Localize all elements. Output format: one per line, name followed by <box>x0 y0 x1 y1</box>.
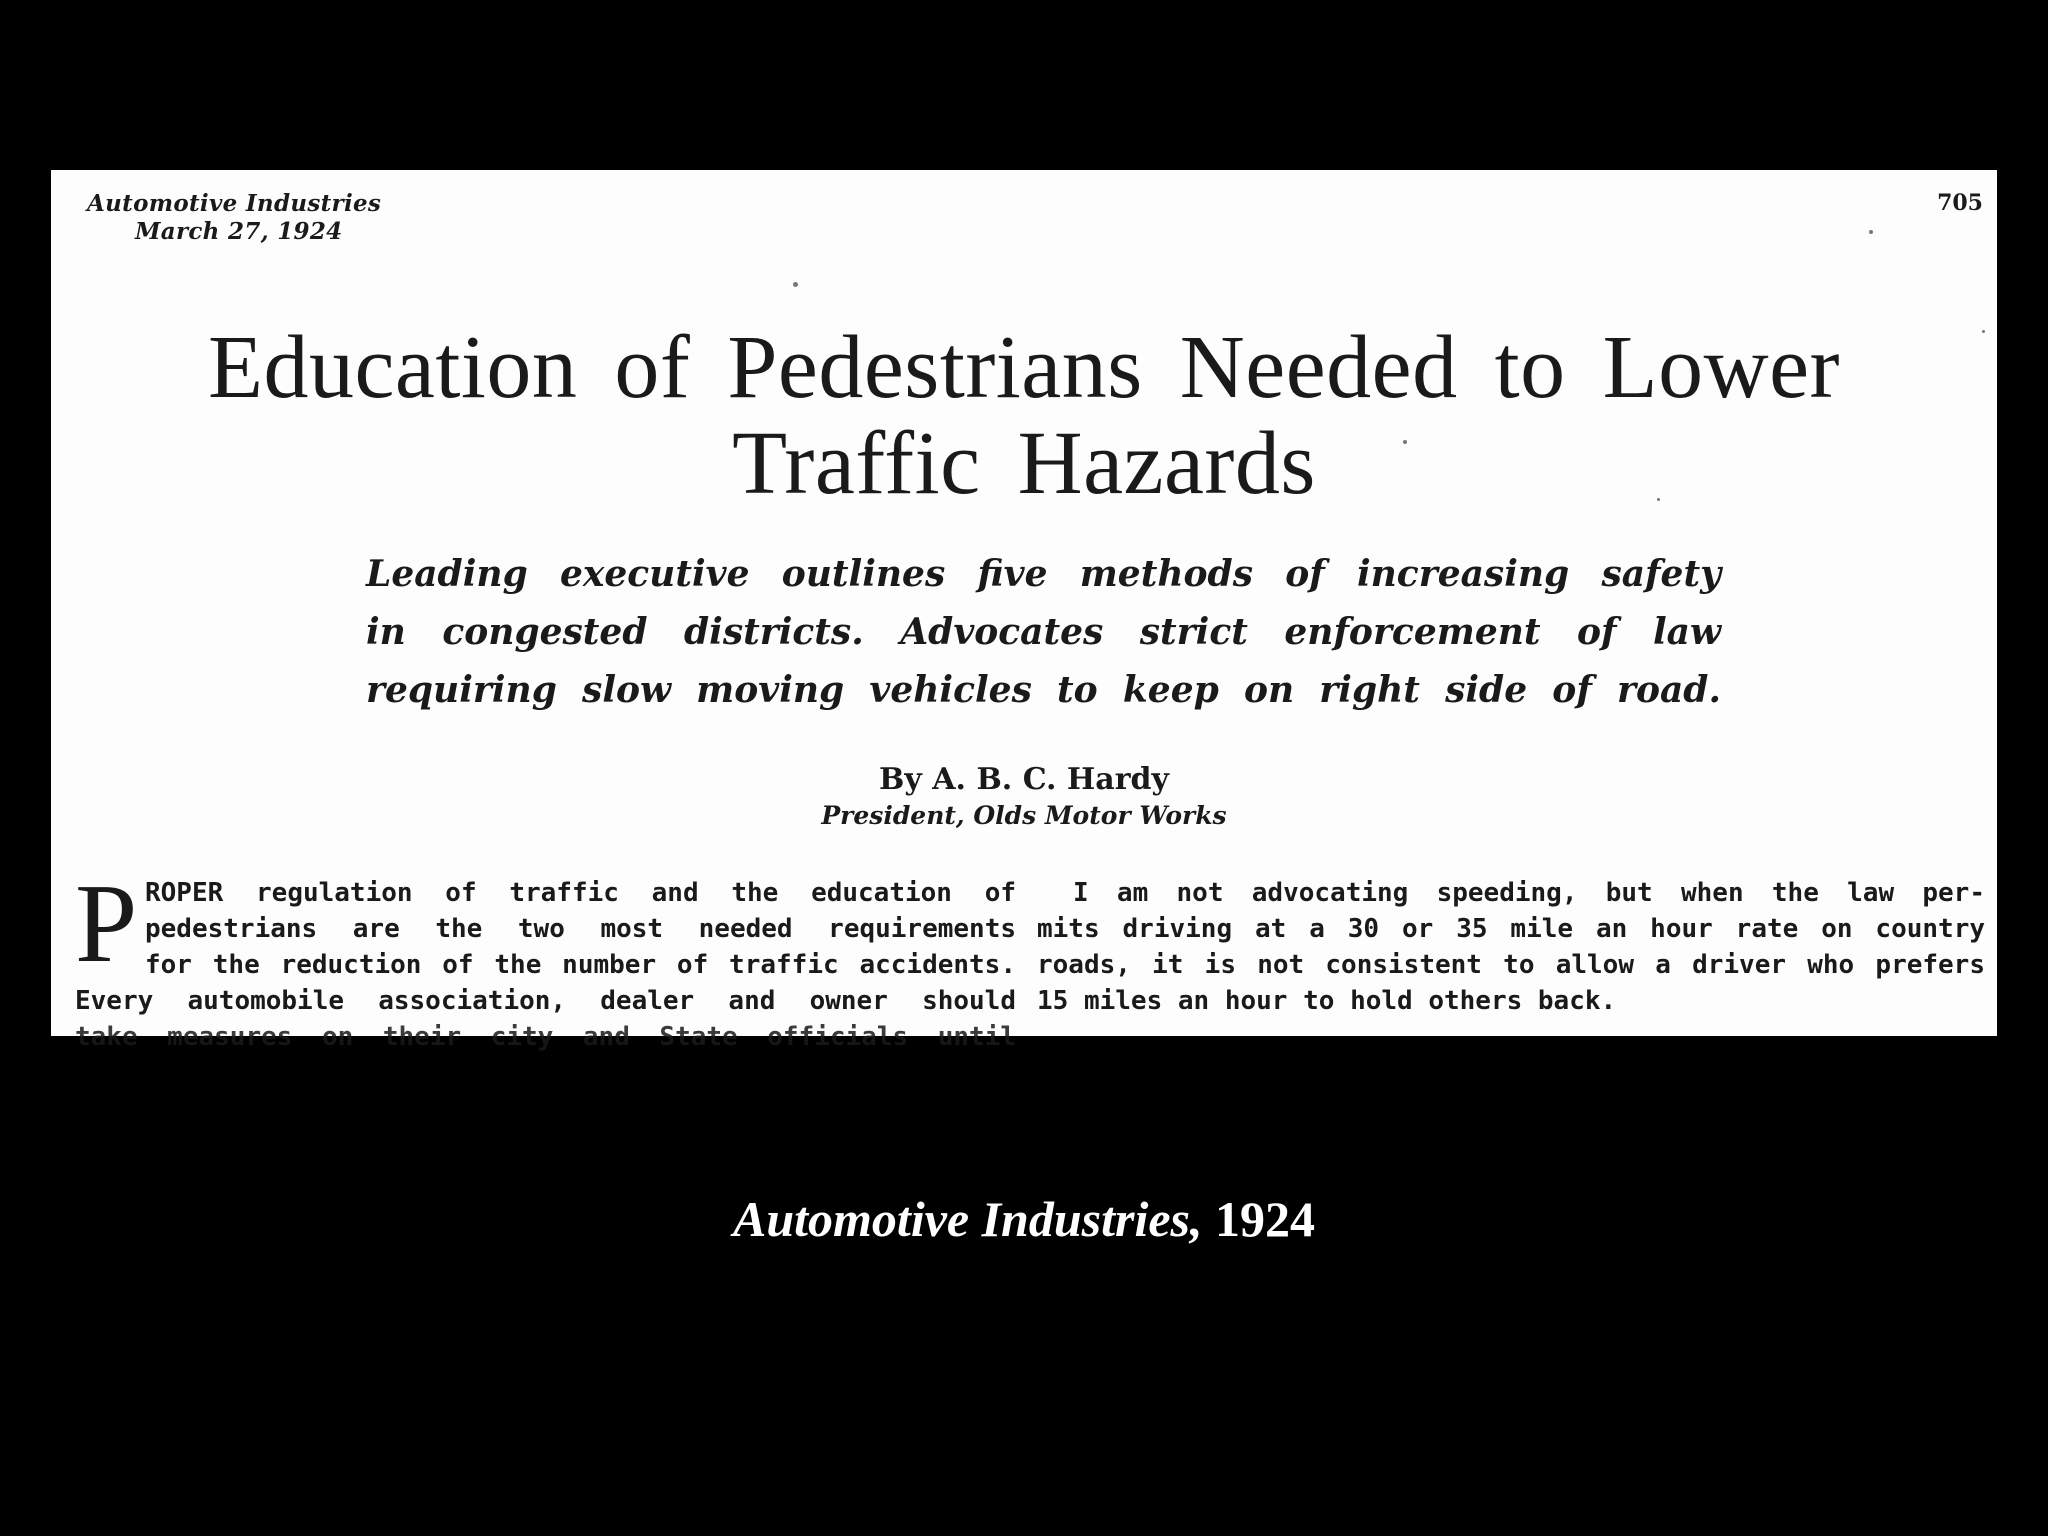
publication-header <box>87 190 381 246</box>
print-speck <box>793 282 798 287</box>
text-line: I am not advocating speeding, but when the law per- <box>1073 878 1985 908</box>
text-line: Every automobile association, dealer and owner should <box>75 986 1016 1016</box>
publication-date: March 27, 1924 <box>135 218 343 245</box>
text-line: mits driving at a 30 or 35 mile an hour rate on country <box>1037 914 1985 944</box>
text-line: pedestrians are the two most needed requirements <box>145 914 1016 944</box>
right-column <box>1037 875 1985 1019</box>
publication-name: Automotive Industries <box>87 190 382 217</box>
subheadline-line-1: Leading executive outlines five methods of increasing safety <box>366 553 1721 595</box>
text-line: for the reduction of the number of traffic accidents. <box>145 950 1016 980</box>
author-title: President, Olds Motor Works <box>821 801 1227 830</box>
print-speck <box>1403 440 1407 444</box>
author-name: By A. B. C. Hardy <box>879 762 1169 797</box>
drop-cap: P <box>75 862 138 986</box>
page-number: 705 <box>1937 190 1983 216</box>
caption-year: 1924 <box>1215 1191 1316 1247</box>
print-speck <box>1657 498 1660 501</box>
headline-line-1: Education of Pedestrians Needed to Lower <box>208 318 1840 417</box>
byline <box>51 760 1997 832</box>
print-speck <box>1869 230 1873 234</box>
text-line: roads, it is not consistent to allow a driver who prefers <box>1037 950 1985 980</box>
left-column <box>75 862 1016 1055</box>
slide-caption <box>0 1190 2048 1248</box>
headline <box>51 320 1997 512</box>
subheadline <box>366 545 1721 719</box>
headline-line-2: Traffic Hazards <box>732 414 1316 513</box>
subheadline-line-3: requiring slow moving vehicles to keep on right side of road. <box>366 669 1721 711</box>
text-line: 15 miles an hour to hold others back. <box>1037 986 1617 1016</box>
article-clipping <box>51 170 1997 1052</box>
text-line-cut-off: take measures on their city and State officials until <box>75 1022 1016 1052</box>
text-line: ROPER regulation of traffic and the education of <box>145 878 1016 908</box>
caption-title: Automotive Industries, <box>732 1191 1203 1247</box>
subheadline-line-2: in congested districts. Advocates strict enforcement of law <box>366 611 1721 653</box>
print-speck <box>1982 330 1985 333</box>
